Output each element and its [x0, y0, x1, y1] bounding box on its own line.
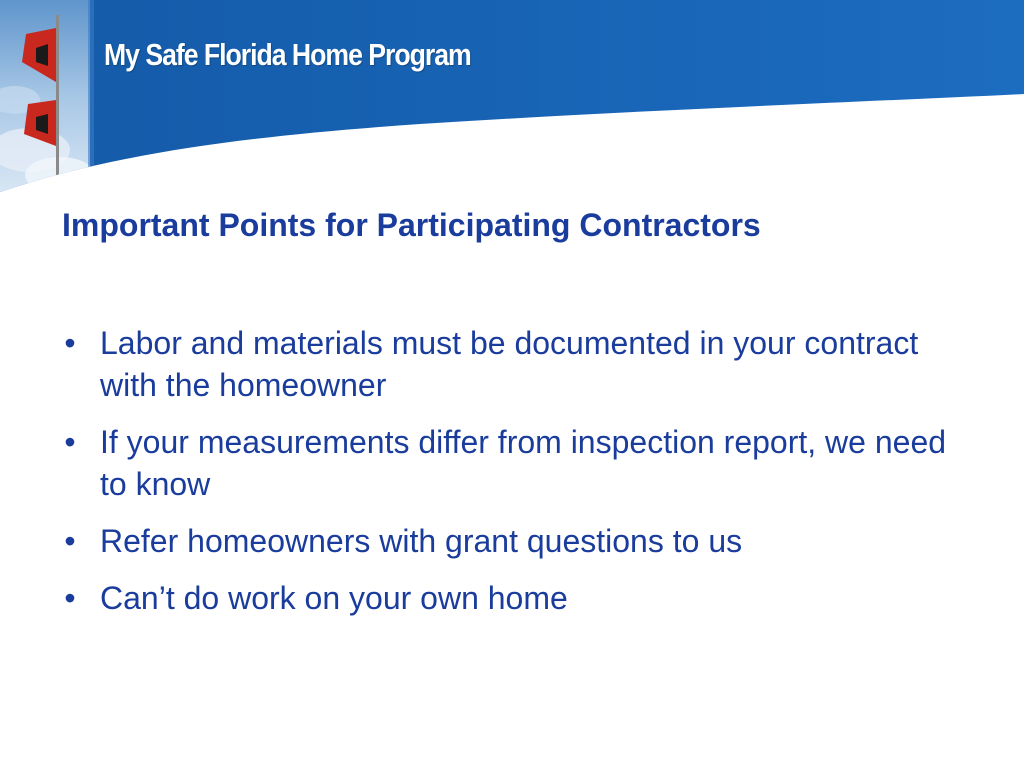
bullet-text: Labor and materials must be documented in your contract with the homeowner — [100, 325, 919, 403]
bullet-item-grant-questions — [56, 520, 956, 562]
bullet-text: Can’t do work on your own home — [100, 580, 568, 616]
bullet-dot: • — [64, 424, 76, 460]
bullet-text: If your measurements differ from inspection report, we need to know — [100, 424, 947, 502]
bullet-dot: • — [64, 325, 76, 361]
bullet-dot: • — [64, 580, 76, 616]
bullet-text: Refer homeowners with grant questions to us — [100, 523, 743, 559]
bullet-list — [56, 322, 956, 634]
bullet-dot: • — [64, 523, 76, 559]
hurricane-warning-flags-image — [0, 0, 95, 200]
header-band — [0, 0, 1024, 200]
bullet-item-measurements — [56, 421, 956, 505]
header-background — [0, 0, 1024, 200]
bullet-item-documentation — [56, 322, 956, 406]
bullet-item-own-home — [56, 577, 956, 619]
program-title: My Safe Florida Home Program — [104, 37, 471, 72]
slide-heading: Important Points for Participating Contractors — [62, 207, 761, 243]
